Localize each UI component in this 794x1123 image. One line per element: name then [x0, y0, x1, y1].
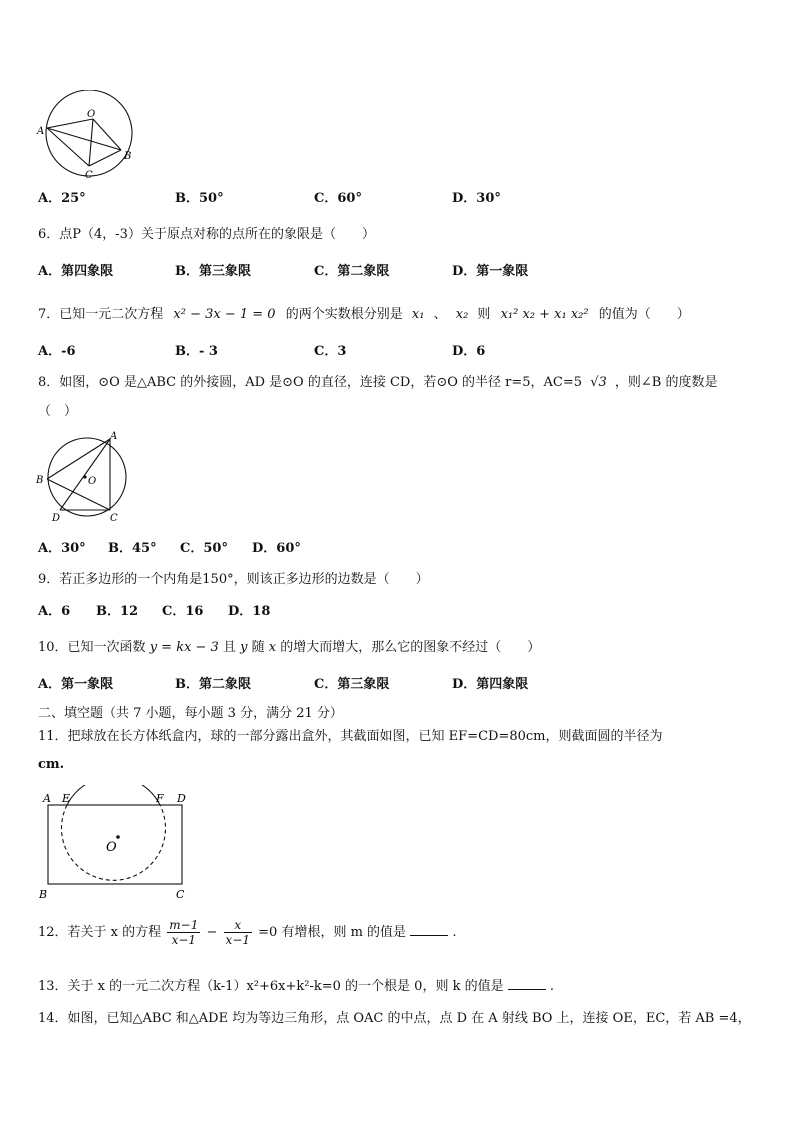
q13-text: 13．关于 x 的一元二次方程（k-1）x²+6x+k²-k=0 的一个根是 0，则 k 的值是: [38, 979, 504, 994]
q8-options: [38, 537, 338, 555]
q12-end: .: [452, 925, 457, 940]
q9-option-b: B．12: [96, 604, 139, 619]
q13-question: [38, 975, 554, 994]
q10-x: x: [268, 640, 277, 655]
label-e-11: E: [62, 792, 71, 805]
q7-suffix: 的值为（ ）: [598, 307, 690, 322]
q12-frac2-denominator: x−1: [225, 933, 251, 947]
label-b-11: B: [39, 888, 48, 901]
q5-options: [38, 187, 558, 205]
q9-options: [38, 600, 338, 618]
center-dot-11: [116, 835, 120, 839]
segment-ao: [47, 119, 93, 128]
q7-prefix: 7．已知一元二次方程: [38, 307, 164, 322]
q7-question: [38, 303, 690, 322]
q6-options: [38, 260, 598, 278]
q7-sep: 、: [433, 307, 447, 322]
q9-option-c: C．16: [162, 604, 204, 619]
q8-question: [38, 371, 717, 390]
q7-option-b: B．- 3: [175, 344, 218, 359]
q12-minus: −: [206, 925, 218, 940]
label-a-11: A: [43, 792, 51, 805]
q12-fraction-2: [224, 918, 252, 947]
label-o: O: [87, 109, 96, 120]
q12-answer-blank[interactable]: [410, 923, 448, 936]
q8-sqrt: √3: [590, 375, 607, 390]
q7-options: [38, 340, 558, 358]
q13-end: .: [549, 979, 555, 994]
q5-circle-figure: [30, 90, 150, 186]
q7-mid1: 的两个实数根分别是: [285, 307, 403, 322]
q5-option-b: B．50°: [175, 191, 224, 206]
q10-prefix: 10．已知一次函数: [38, 640, 146, 655]
q12-frac1-denominator: x−1: [171, 933, 197, 947]
label-b: B: [124, 151, 132, 162]
q10-function: y = kx − 3: [149, 640, 219, 655]
q11-box-figure: [34, 785, 194, 905]
q10-option-d: D．第四象限: [452, 677, 529, 692]
q12-frac2-numerator: x: [224, 918, 252, 933]
q12-prefix: 12．若关于 x 的方程: [38, 925, 162, 940]
q7-expression: x₁² x₂ + x₁ x₂²: [500, 307, 589, 322]
q8-option-d: D．60°: [252, 541, 301, 556]
q13-answer-blank[interactable]: [508, 977, 546, 990]
ball-arc-outside: [67, 785, 160, 805]
q8-option-a: A．30°: [38, 541, 86, 556]
label-d-8: D: [52, 513, 61, 524]
q11-question: 11．把球放在长方体纸盒内，球的一部分露出盒外，其截面如图，已知 EF=CD=80cm，则截面圆的半径为: [38, 729, 663, 744]
q12-fraction-1: [167, 918, 200, 947]
q12-suffix: =0 有增根，则 m 的值是: [258, 925, 407, 940]
segment-ad-8: [60, 439, 110, 510]
q10-options: [38, 673, 598, 691]
center-dot-8: [83, 475, 86, 478]
q8-option-b: B．45°: [108, 541, 157, 556]
q12-frac1-numerator: m−1: [169, 918, 199, 932]
q12-question: [38, 918, 456, 947]
segment-ab-8: [47, 439, 110, 479]
segment-oc: [89, 119, 93, 166]
q9-option-d: D．18: [228, 604, 271, 619]
label-o-11: O: [106, 840, 117, 855]
q6-question: 6．点P（4，-3）关于原点对称的点所在的象限是（ ）: [38, 227, 375, 242]
q5-option-c: C．60°: [314, 191, 362, 206]
segment-cb: [89, 150, 121, 166]
section-2-heading: 二、填空题（共 7 小题，每小题 3 分，满分 21 分）: [38, 706, 343, 721]
q10-mid1: 且: [222, 640, 236, 655]
label-a: A: [37, 126, 45, 137]
q10-option-b: B．第二象限: [175, 677, 251, 692]
label-c-8: C: [110, 513, 118, 524]
label-f-11: F: [156, 792, 164, 805]
q8-text-b: ，则∠B 的度数是: [614, 375, 718, 390]
q10-suffix: 的增大而增大，那么它的图象不经过（ ）: [280, 640, 541, 655]
q7-option-c: C．3: [314, 344, 347, 359]
q7-mid2: 则: [477, 307, 491, 322]
q6-option-c: C．第二象限: [314, 264, 390, 279]
q8-option-c: C．50°: [180, 541, 228, 556]
q5-option-a: A．25°: [38, 191, 86, 206]
q14-question: 14．如图，已知△ABC 和△ADE 均为等边三角形，点 OAC 的中点，点 D 在 A 射线 BO 上，连接 OE，EC，若 AB =4，: [38, 1011, 751, 1026]
q7-option-a: A．-6: [38, 344, 76, 359]
label-a-8: A: [110, 431, 118, 442]
q10-mid2: 随: [251, 640, 265, 655]
q10-y: y: [240, 640, 248, 655]
label-o-8: O: [88, 476, 97, 487]
label-c-11: C: [176, 888, 185, 901]
q5-option-d: D．30°: [452, 191, 501, 206]
q10-question: [38, 636, 540, 655]
q8-circle-figure: [30, 427, 130, 525]
q8-text-a: 8．如图，⊙O 是△ABC 的外接圆，AD 是⊙O 的直径，连接 CD，若⊙O 的半径 r=5，AC=5: [38, 375, 583, 390]
circle-o-8: [48, 438, 126, 516]
label-c: C: [85, 170, 93, 181]
q9-question: 9．若正多边形的一个内角是150°，则该正多边形的边数是（ ）: [38, 572, 429, 587]
q9-option-a: A．6: [38, 604, 71, 619]
q10-option-c: C．第三象限: [314, 677, 390, 692]
q7-x2: x₂: [455, 307, 469, 322]
segment-ab: [47, 128, 121, 150]
q7-x1: x₁: [411, 307, 425, 322]
q7-option-d: D．6: [452, 344, 486, 359]
q10-option-a: A．第一象限: [38, 677, 114, 692]
q11-unit: cm.: [38, 757, 65, 772]
q7-equation: x² − 3x − 1 = 0: [173, 307, 276, 322]
label-b-8: B: [36, 475, 44, 486]
q8-paren: （ ）: [38, 404, 78, 419]
q6-option-a: A．第四象限: [38, 264, 114, 279]
label-d-11: D: [177, 792, 186, 805]
q6-option-b: B．第三象限: [175, 264, 251, 279]
q6-option-d: D．第一象限: [452, 264, 529, 279]
